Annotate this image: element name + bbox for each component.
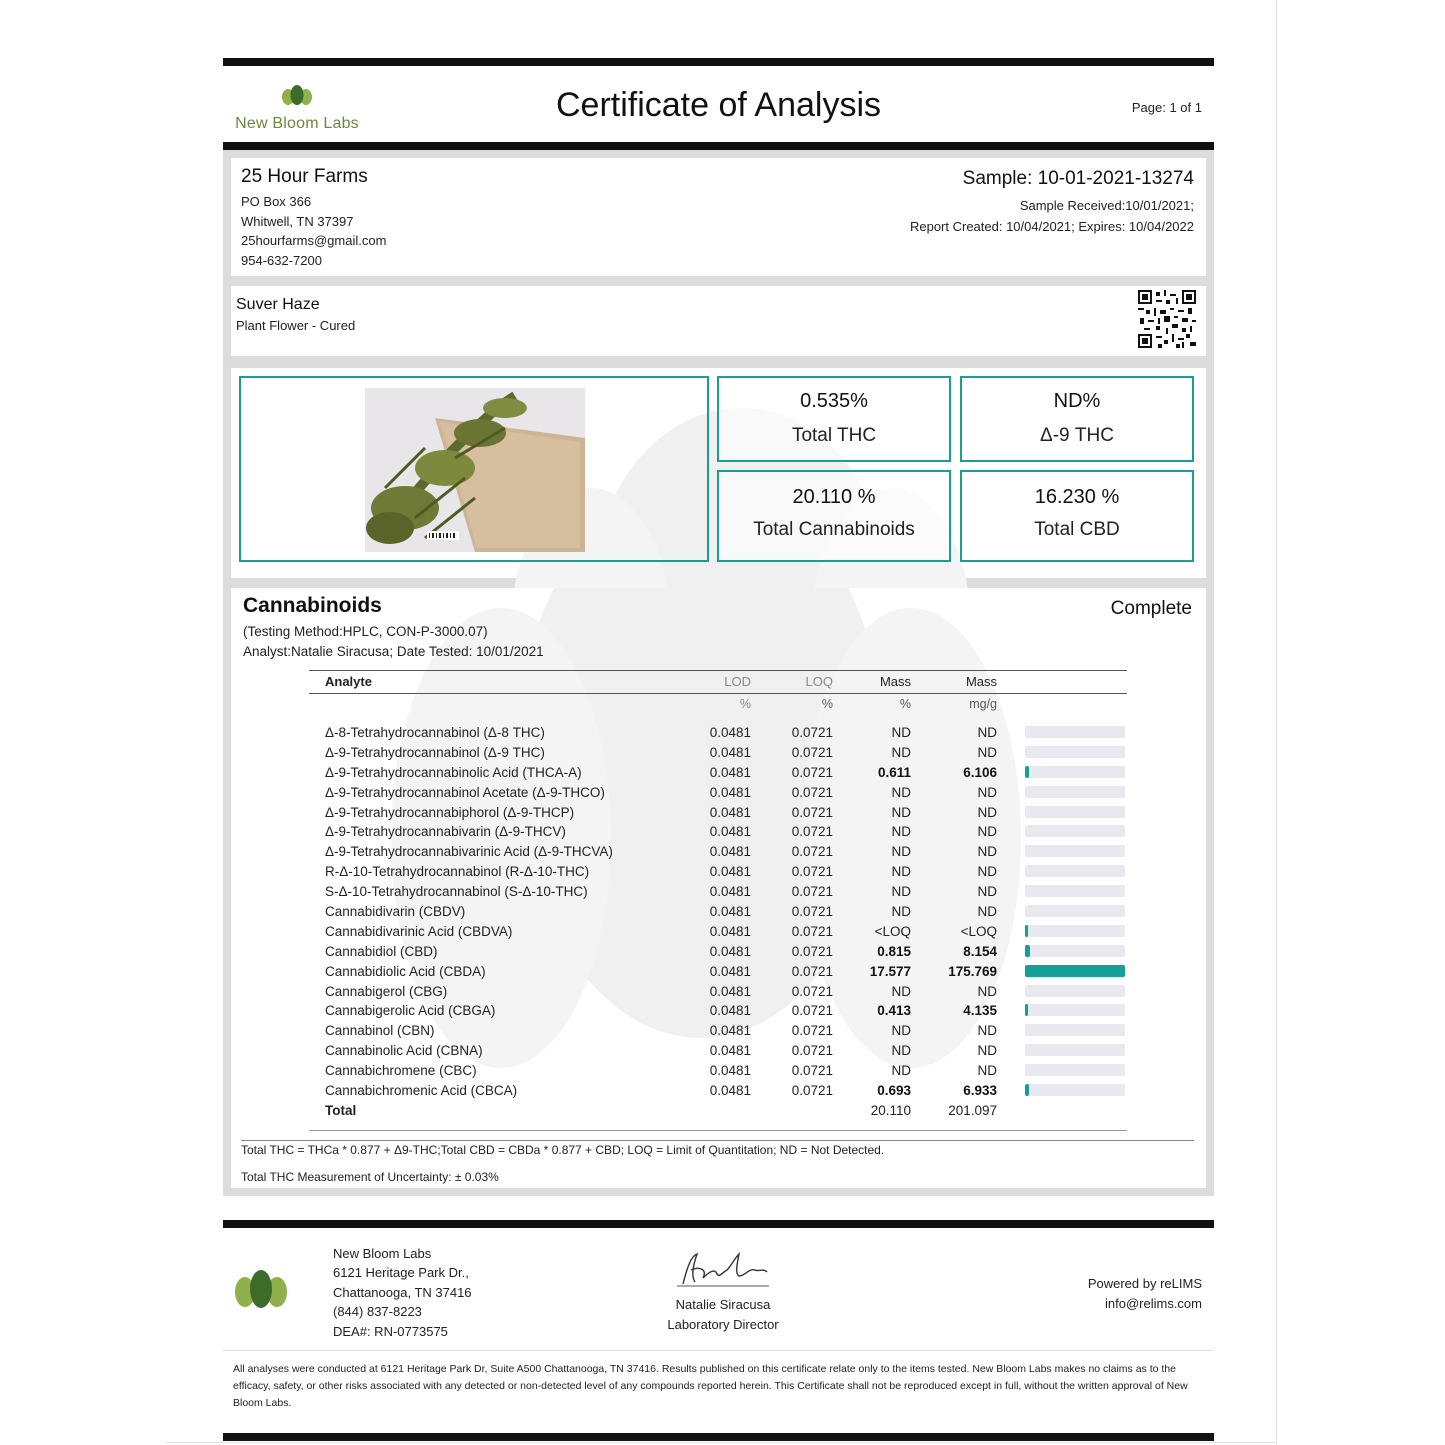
cell-loq: 0.0721 [791,784,833,800]
cell-lod: 0.0481 [709,744,751,760]
sample-id: Sample: 10-01-2021-13274 [962,168,1194,189]
cell-mass-pct: 0.693 [877,1083,911,1099]
table-row [309,1020,1127,1040]
concentration-bar [1025,1044,1125,1056]
cell-lod: 0.0481 [709,784,751,800]
cell-mass-pct: <LOQ [874,923,911,939]
signer-name: Natalie Siracusa [675,1297,771,1312]
cell-analyte: Cannabidivarinic Acid (CBDVA) [325,923,513,939]
powered-by-text: Powered by reLIMS [1087,1276,1202,1291]
client-address-line: Whitwell, TN 37397 [241,213,354,229]
cell-mass-mg: ND [977,904,997,920]
client-panel [231,158,1206,276]
cell-lod: 0.0481 [709,923,751,939]
product-panel [231,286,1206,356]
cell-mass-mg: ND [977,844,997,860]
concentration-bar [1025,905,1125,917]
cell-analyte: Cannabichromenic Acid (CBCA) [325,1083,518,1099]
concentration-bar [1025,945,1125,957]
concentration-bar [1025,865,1125,877]
client-phone: 954-632-7200 [241,252,322,268]
powered-by [1088,1274,1202,1313]
cell-mass-mg: ND [977,983,997,999]
cell-mass-mg: 6.933 [963,1083,997,1099]
cell-analyte: Δ-9-Tetrahydrocannabivarinic Acid (Δ-9-THCVA) [325,844,613,860]
signature-block [659,1248,787,1334]
table-row [309,901,1127,921]
certificate-header [223,66,1214,142]
section-status: Complete [1110,598,1192,619]
cell-lod: 0.0481 [709,943,751,959]
report-dates: Report Created: 10/04/2021; Expires: 10/04/2022 [909,219,1194,234]
cell-loq: 0.0721 [791,1023,833,1039]
table-row [309,742,1127,762]
cell-loq: 0.0721 [791,1043,833,1059]
cell-mass-mg: <LOQ [960,923,997,939]
cell-lod: 0.0481 [709,1063,751,1079]
table-header [309,671,1127,693]
lab-dea: DEA#: RN-0773575 [333,1323,448,1339]
cell-analyte: Cannabichromene (CBC) [325,1063,477,1079]
concentration-bar [1025,726,1125,738]
cell-lod: 0.0481 [709,983,751,999]
cell-mass-pct: ND [891,844,911,860]
stat-label: Total THC [791,425,877,446]
cell-lod: 0.0481 [709,1023,751,1039]
cell-lod: 0.0481 [709,904,751,920]
footnote-formula: Total THC = THCa * 0.877 + Δ9-THC;Total CBD = CBDa * 0.877 + CBD; LOQ = Limit of Quantitation; ND = Not Detected. [241,1143,885,1157]
header-lod: LOD [724,674,751,689]
footnote-uncertainty: Total THC Measurement of Uncertainty: ± 0.03% [241,1170,499,1184]
total-mass-mg: 201.097 [948,1102,997,1118]
results-summary [231,368,1206,578]
stat-label: Total CBD [1034,519,1120,540]
concentration-bar-fill [1025,766,1029,778]
concentration-bar-fill [1025,1004,1028,1016]
disclaimer-text: All analyses were conducted at 6121 Heritage Park Dr, Suite A500 Chattanooga, TN 37416. Results published on this certificate relate only to the items tested. New Bloom Labs makes no claims as to the efficacy, safety, or other risks associated with any detected or non-detected level of any compounds reported herein. This Certificate shall not be reproduced except in full, without the written approval of New Bloom Labs. [233,1363,1188,1409]
cell-mass-pct: ND [891,824,911,840]
table-row [309,841,1127,861]
client-name: 25 Hour Farms [241,166,368,187]
cell-mass-mg: ND [977,744,997,760]
total-mass-pct: 20.110 [870,1102,911,1118]
header-analyte: Analyte [325,674,372,689]
concentration-bar [1025,766,1125,778]
cell-loq: 0.0721 [791,804,833,820]
sample-received: Sample Received:10/01/2021; [1019,198,1194,213]
table-row [309,802,1127,822]
cell-mass-pct: 17.577 [869,963,911,979]
concentration-bar [1025,965,1125,977]
cell-loq: 0.0721 [791,904,833,920]
table-row [309,881,1127,901]
lab-name: New Bloom Labs [333,1246,432,1261]
cell-mass-mg: 6.106 [963,764,997,780]
table-units [309,694,1127,716]
table-row [309,762,1127,782]
cell-lod: 0.0481 [709,764,751,780]
cell-analyte: Cannabigerolic Acid (CBGA) [325,1003,496,1019]
lab-phone: (844) 837-8223 [333,1304,422,1320]
cell-loq: 0.0721 [791,824,833,840]
product-name: Suver Haze [236,296,320,313]
cell-loq: 0.0721 [791,1063,833,1079]
concentration-bar-fill [1025,945,1030,957]
analyst-info: Analyst:Natalie Siracusa; Date Tested: 10/01/2021 [243,644,544,659]
cell-analyte: Cannabinolic Acid (CBNA) [325,1043,483,1059]
top-rule [223,58,1214,66]
signature-icon [673,1248,773,1290]
cell-mass-pct: 0.611 [877,764,911,780]
stat-total-cannabinoids [717,470,951,562]
cell-mass-pct: ND [891,804,911,820]
lab-street: 6121 Heritage Park Dr., [333,1265,469,1281]
table-total-row [309,1100,1127,1122]
cell-analyte: Δ-9-Tetrahydrocannabiphorol (Δ-9-THCP) [325,804,575,820]
concentration-bar [1025,925,1125,937]
unit-mass-mg: mg/g [969,697,997,711]
cell-mass-mg: ND [977,1043,997,1059]
cell-mass-pct: 0.413 [877,1003,911,1019]
report-body [223,150,1214,1196]
concentration-bar [1025,1084,1125,1096]
stat-value: 0.535% [800,390,868,412]
cell-mass-pct: ND [891,1043,911,1059]
cell-loq: 0.0721 [791,844,833,860]
header-mass-mg: Mass [965,674,997,689]
cell-loq: 0.0721 [791,943,833,959]
testing-method: (Testing Method:HPLC, CON-P-3000.07) [243,624,488,639]
header-loq: LOQ [805,674,833,689]
unit-loq: % [821,697,833,711]
qr-code-icon[interactable] [1138,290,1196,348]
cell-mass-pct: ND [891,864,911,880]
stat-value: 20.110 % [792,486,876,508]
cell-lod: 0.0481 [709,884,751,900]
cell-lod: 0.0481 [709,804,751,820]
cell-mass-pct: ND [891,1063,911,1079]
table-row [309,1080,1127,1100]
table-row [309,782,1127,802]
page-title: Certificate of Analysis [555,86,882,124]
concentration-bar-fill [1025,1084,1029,1096]
total-label: Total [325,1102,357,1118]
sample-info [910,168,1194,237]
table-row [309,861,1127,881]
cell-lod: 0.0481 [709,824,751,840]
concentration-bar [1025,746,1125,758]
table-bottom-rule [309,1130,1127,1131]
cell-loq: 0.0721 [791,983,833,999]
table-row [309,921,1127,941]
cell-analyte: Δ-9-Tetrahydrocannabinolic Acid (THCA-A) [325,764,582,780]
cell-mass-mg: 175.769 [948,963,997,979]
cell-mass-pct: ND [891,1023,911,1039]
cell-loq: 0.0721 [791,1083,833,1099]
cell-analyte: R-Δ-10-Tetrahydrocannabinol (R-Δ-10-THC) [325,864,590,880]
powered-by-email[interactable]: info@relims.com [1105,1295,1202,1311]
cell-loq: 0.0721 [791,1003,833,1019]
bottom-rule [223,1433,1214,1441]
cell-loq: 0.0721 [791,884,833,900]
cell-loq: 0.0721 [791,744,833,760]
cell-analyte: Cannabidivarin (CBDV) [325,904,466,920]
sample-photo-frame [239,376,709,562]
stat-value: ND% [1053,390,1101,412]
concentration-bar-fill [1025,965,1125,977]
stat-total-cbd [960,470,1194,562]
cell-mass-pct: ND [891,784,911,800]
certificate-footer [223,1228,1214,1350]
cell-loq: 0.0721 [791,864,833,880]
cell-mass-mg: ND [977,1023,997,1039]
cell-mass-mg: ND [977,725,997,740]
concentration-bar-fill [1025,925,1028,937]
cell-mass-mg: ND [977,1063,997,1079]
product-type: Plant Flower - Cured [236,318,356,333]
certificate-document [223,58,1214,1441]
concentration-bar [1025,806,1125,818]
table-row [309,981,1127,1001]
section-title: Cannabinoids [243,594,382,617]
stat-label: Total Cannabinoids [753,519,915,540]
concentration-bar [1025,1024,1125,1036]
table-row [309,1040,1127,1060]
lab-address [333,1244,472,1341]
cell-loq: 0.0721 [791,764,833,780]
concentration-bar [1025,885,1125,897]
table-row [309,722,1127,742]
cell-analyte: Δ-9-Tetrahydrocannabivarin (Δ-9-THCV) [325,824,566,840]
page-number: Page: 1 of 1 [1131,100,1202,115]
cell-mass-pct: ND [891,884,911,900]
cell-analyte: Cannabidiolic Acid (CBDA) [325,963,486,979]
cell-mass-mg: ND [977,884,997,900]
sample-photo[interactable] [365,388,585,552]
cell-mass-mg: ND [977,824,997,840]
cell-analyte: Δ-9-Tetrahydrocannabinol (Δ-9 THC) [325,744,545,760]
lab-logo-text: New Bloom Labs [235,115,359,132]
cell-mass-pct: ND [891,744,911,760]
cell-mass-mg: ND [977,784,997,800]
cell-analyte: Δ-9-Tetrahydrocannabinol Acetate (Δ-9-THCO) [325,784,605,800]
stat-total-thc [717,376,951,462]
cell-mass-pct: 0.815 [877,943,911,959]
signer-title: Laboratory Director [667,1316,779,1332]
page-edge-right [1276,0,1277,1445]
cell-mass-pct: ND [891,904,911,920]
cell-lod: 0.0481 [709,963,751,979]
cell-mass-pct: ND [891,983,911,999]
cell-analyte: Cannabinol (CBN) [325,1023,435,1039]
cell-mass-pct: ND [891,725,911,740]
cell-lod: 0.0481 [709,864,751,880]
header-rule [223,142,1214,150]
concentration-bar [1025,985,1125,997]
cell-loq: 0.0721 [791,725,833,740]
header-mass-pct: Mass [879,674,911,689]
table-row [309,1000,1127,1020]
concentration-bar [1025,1064,1125,1076]
cell-loq: 0.0721 [791,963,833,979]
unit-lod: % [739,697,751,711]
table-row [309,1060,1127,1080]
table-row [309,941,1127,961]
table-row [309,821,1127,841]
cell-lod: 0.0481 [709,1003,751,1019]
cell-analyte: Δ-8-Tetrahydrocannabinol (Δ-8 THC) [325,725,545,740]
cell-lod: 0.0481 [709,725,751,740]
cell-lod: 0.0481 [709,844,751,860]
cell-mass-mg: ND [977,864,997,880]
unit-mass-pct: % [899,697,911,711]
table-rows [309,722,1127,1100]
lab-footer-logo-icon [233,1268,289,1312]
stat-value: 16.230 % [1034,486,1120,508]
concentration-bar [1025,845,1125,857]
table-row [309,961,1127,981]
lab-city: Chattanooga, TN 37416 [333,1284,472,1300]
footer-rule [223,1220,1214,1228]
stat-delta9-thc [960,376,1194,462]
cannabinoids-table [309,670,1127,1131]
cell-analyte: Cannabigerol (CBG) [325,983,448,999]
cell-lod: 0.0481 [709,1043,751,1059]
concentration-bar [1025,1004,1125,1016]
cell-mass-mg: 4.135 [963,1003,997,1019]
cell-loq: 0.0721 [791,923,833,939]
cell-mass-mg: ND [977,804,997,820]
cannabinoids-panel [231,588,1206,1188]
stat-label: Δ-9 THC [1040,425,1114,446]
cell-analyte: Cannabidiol (CBD) [325,943,438,959]
cell-analyte: S-Δ-10-Tetrahydrocannabinol (S-Δ-10-THC) [325,884,588,900]
page-edge-bottom [166,1442,1276,1443]
cell-lod: 0.0481 [709,1083,751,1099]
client-address-line: PO Box 366 [241,194,312,209]
footnote-rule [241,1140,1194,1141]
client-email: 25hourfarms@gmail.com [241,233,387,248]
concentration-bar [1025,825,1125,837]
cell-mass-mg: 8.154 [963,943,997,959]
concentration-bar [1025,786,1125,798]
